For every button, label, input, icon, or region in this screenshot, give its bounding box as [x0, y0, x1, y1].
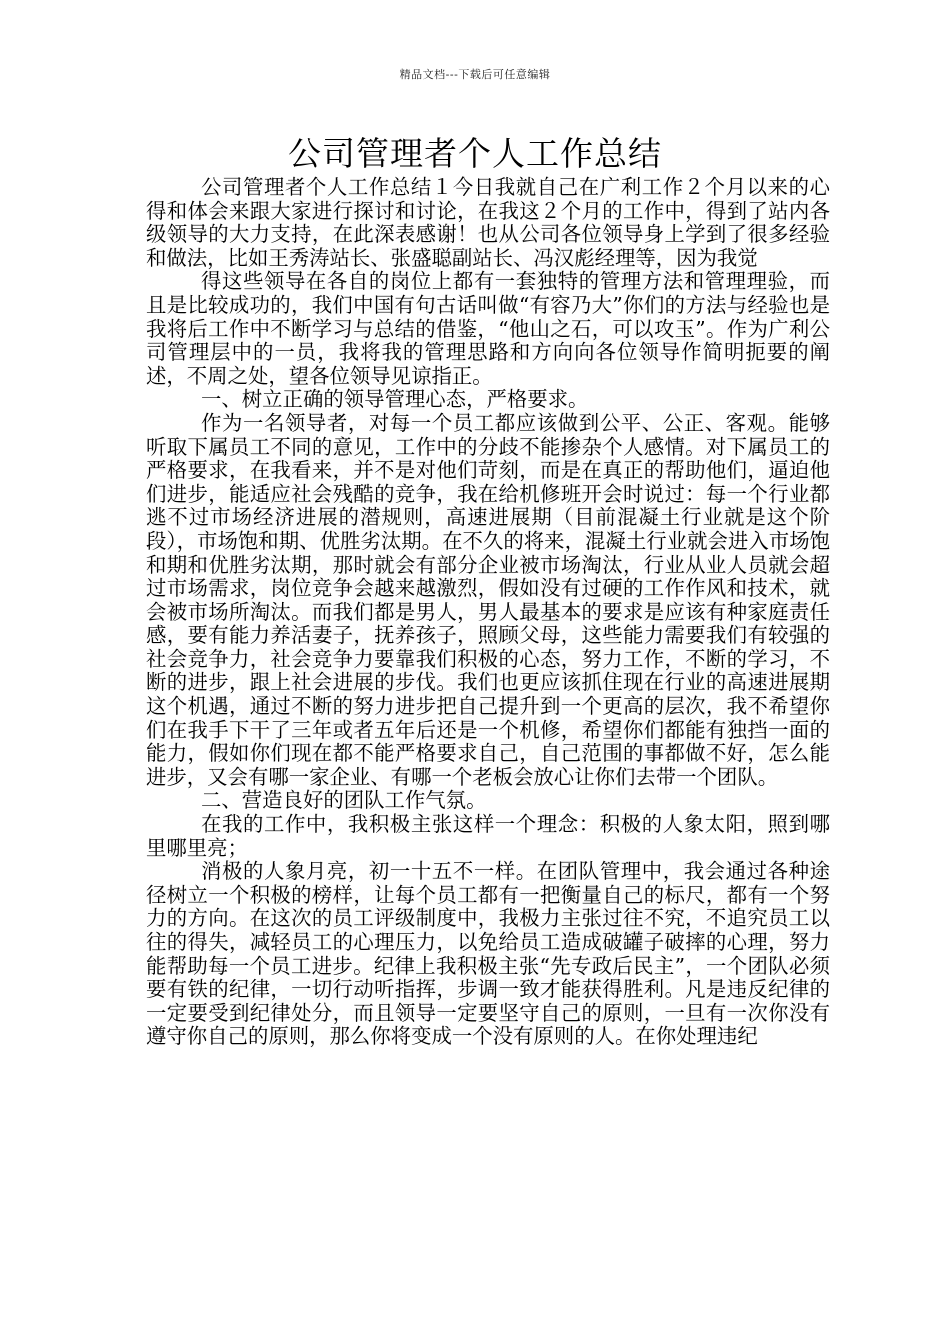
document-body — [146, 176, 830, 1049]
paragraph: 作为一名领导者，对每一个员工都应该做到公平、公正、客观。能够听取下属员工不同的意见，工作中的分歧不能掺杂个人感情。对下属员工的严格要求，在我看来，并不是对他们苛刻，而是在真正的帮助他们，逼迫他们进步，能适应社会残酷的竞争，我在给机修班开会时说过：每一个行业都逃不过市场经济进展的潜规则，高速进展期（目前混凝土行业就是这个阶段），市场饱和期、优胜劣汰期。在不久的将来，混凝土行业就会进入市场饱和期和优胜劣汰期，那时就会有部分企业被市场淘汰，行业从业人员就会超过市场需求，岗位竞争会越来越激烈，假如没有过硬的工作作风和技术，就会被市场所淘汰。而我们都是男人，男人最基本的要求是应该有种家庭责任感，要有能力养活妻子，抚养孩子，照顾父母，这些能力需要我们有较强的社会竞争力，社会竞争力要靠我们积极的心态，努力工作，不断的学习，不断的进步，跟上社会进展的步伐。我们也更应该抓住现在行业的高速进展期这个机遇，通过不断的努力进步把自己提升到一个更高的层次，我不希望你们在我手下干了三年或者五年后还是一个机修，希望你们都能有独挡一面的能力，假如你们现在都不能严格要求自己，自己范围的事都做不好，怎么能进步，又会有哪一家企业、有哪一个老板会放心让你们去带一个团队。 — [146, 410, 830, 789]
paragraph: 得这些领导在各自的岗位上都有一套独特的管理方法和管理理验，而且是比较成功的，我们中国有句古话叫做“有容乃大”你们的方法与经验也是我将后工作中不断学习与总结的借鉴，“他山之石，可以攻玉”。作为广利公司管理层中的一员，我将我的管理思路和方向向各位领导作简明扼要的阐述，不周之处，望各位领导见谅指正。 — [146, 269, 830, 388]
paragraph: 在我的工作中，我积极主张这样一个理念：积极的人象太阳，照到哪里哪里亮； — [146, 812, 830, 860]
section-heading: 二、营造良好的团队工作气氛。 — [201, 788, 487, 813]
paragraph: 消极的人象月亮，初一十五不一样。在团队管理中，我会通过各种途径树立一个积极的榜样，让每个员工都有一把衡量自己的标尺，都有一个努力的方向。在这次的员工评级制度中，我极力主张过往不究，不追究员工以往的得失，减轻员工的心理压力，以免给员工造成破罐子破摔的心理，努力能帮助每一个员工进步。纪律上我积极主张“先专政后民主”，一个团队必须要有铁的纪律，一切行动听指挥，步调一致才能获得胜利。凡是违反纪律的一定要受到纪律处分，而且领导一定要坚守自己的原则，一旦有一次你没有遵守你自己的原则，那么你将变成一个没有原则的人。在你处理违纪 — [146, 859, 830, 1049]
paragraph: 公司管理者个人工作总结１今日我就自己在广利工作２个月以来的心得和体会来跟大家进行探讨和讨论，在我这２个月的工作中，得到了站内各级领导的大力支持，在此深表感谢！也从公司各位领导身上学到了很多经验和做法，比如王秀涛站长、张盛聪副站长、冯汉彪经理等，因为我觉 — [146, 175, 830, 270]
section-heading: 一、树立正确的领导管理心态，严格要求。 — [201, 387, 589, 412]
document-title: 公司管理者个人工作总结 — [288, 134, 662, 173]
page-header: 精品文档---下载后可任意编辑 — [399, 68, 551, 81]
